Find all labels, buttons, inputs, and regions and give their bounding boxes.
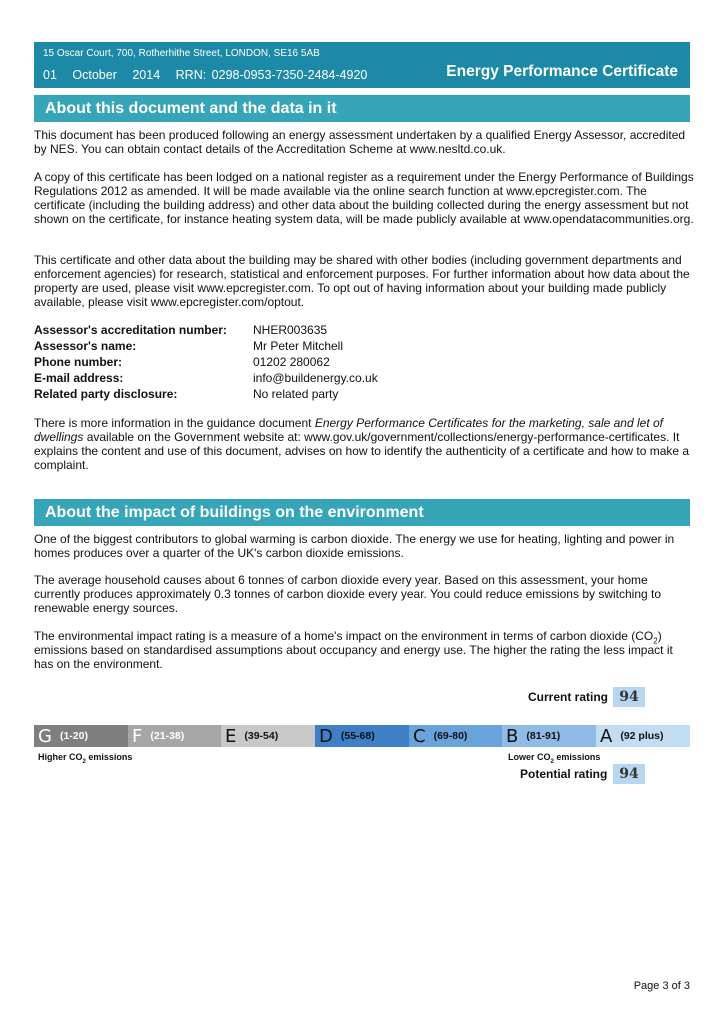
date-year: 2014 (132, 68, 161, 82)
paragraph-guidance (34, 416, 694, 472)
assessor-row (34, 386, 634, 402)
band-letter: A (600, 725, 613, 747)
band-letter: C (413, 725, 426, 747)
band-g (34, 725, 128, 747)
assessor-details (34, 322, 634, 402)
assessor-label: Phone number: (34, 355, 123, 369)
date-day: 01 (43, 68, 57, 82)
assessor-value: NHER003635 (253, 323, 328, 337)
band-range: (21-38) (150, 730, 185, 742)
impact-text-b: ) emissions based on standardised assumptions about occupancy and energy use. The higher the rating the less impact it has on the environment. (34, 629, 673, 671)
band-letter: G (38, 725, 52, 747)
higher-text: Higher CO (38, 752, 83, 762)
band-range: (92 plus) (620, 730, 664, 742)
paragraph-assessment: This document has been produced following an energy assessment undertaken by a qualified Energy Assessor, accredited by NES. You can obtain contact details of the Accreditation Scheme at www.nesltd.co.uk. (34, 128, 686, 156)
section-title-document: About this document and the data in it (34, 95, 690, 122)
band-a (596, 725, 690, 747)
higher-emissions-label (38, 752, 132, 765)
assessor-value: Mr Peter Mitchell (253, 339, 344, 353)
band-range: (69-80) (433, 730, 468, 742)
assessor-row (34, 370, 634, 386)
band-letter: D (319, 725, 333, 747)
guidance-text-b: available on the Government website at: www.gov.uk/government/collections/energy-performance-certificates. It explains the content and use of this document, advises on how to identify the authenticity of a certificate and how to make a complaint. (34, 430, 690, 472)
guidance-text-a: There is more information in the guidance document (34, 416, 315, 430)
paragraph-impact-rating (34, 629, 694, 671)
band-range: (1-20) (59, 730, 88, 742)
band-letter: B (506, 725, 519, 747)
band-letter: F (132, 725, 143, 747)
certificate-header (34, 42, 690, 88)
paragraph-register: A copy of this certificate has been lodged on a national register as a requirement under the Energy Performance of Buildings Regulations 2012 as amended. It will be made available via the online search function at www.epcregister.com. The certificate (including the building address) and other data about the building collected during the energy assessment but not shown on the certificate, for instance heating system data, will be made publicly available at www.opendatacommunities.org. (34, 170, 694, 226)
assessor-label: Assessor's accreditation number: (34, 323, 227, 337)
assessor-label: Related party disclosure: (34, 387, 178, 401)
band-letter: E (225, 725, 237, 747)
band-range: (81-91) (526, 730, 561, 742)
lower-text-b: emissions (553, 752, 601, 762)
guidance-document-title: Energy Performance Certificates for the marketing, sale and let of dwellings (34, 416, 663, 444)
assessor-value: No related party (253, 387, 339, 401)
paragraph-household-emissions: The average household causes about 6 tonnes of carbon dioxide every year. Based on this assessment, your home currently produces approximately 0.3 tonnes of carbon dioxide every year. You could reduce emissions by switching to renewable energy sources. (34, 573, 662, 615)
impact-text-a: The environmental impact rating is a measure of a home's impact on the environment in terms of carbon dioxide (CO (34, 629, 654, 643)
band-f (128, 725, 221, 747)
potential-rating-marker: 94 (613, 764, 645, 784)
section-title-environment: About the impact of buildings on the environment (34, 499, 690, 526)
assessor-label: Assessor's name: (34, 339, 137, 353)
band-range: (39-54) (244, 730, 279, 742)
assessor-label: E-mail address: (34, 371, 124, 385)
higher-text-b: emissions (85, 752, 133, 762)
band-b (502, 725, 596, 747)
paragraph-data-sharing: This certificate and other data about the building may be shared with other bodies (including government departments and enforcement agencies) for research, statistical and enforcement purposes. For further information about how data about the property are used, please visit www.epcregister.com. To opt out of having information about your building made publicly available, please visit www.epcregister.com/optout. (34, 253, 690, 309)
impact-sub: 2 (653, 636, 658, 646)
certificate-title: Energy Performance Certificate (446, 63, 678, 80)
paragraph-global-warming: One of the biggest contributors to global warming is carbon dioxide. The energy we use for heating, lighting and power in homes produces over a quarter of the UK's carbon dioxide emissions. (34, 532, 675, 560)
assessor-row (34, 354, 634, 370)
band-d (315, 725, 409, 747)
property-address: 15 Oscar Court, 700, Rotherhithe Street, LONDON, SE16 5AB (43, 48, 320, 59)
assessor-row (34, 338, 634, 354)
assessor-value: info@buildenergy.co.uk (253, 371, 378, 385)
date-month: October (72, 68, 117, 82)
band-range: (55-68) (340, 730, 375, 742)
lower-emissions-label (508, 752, 600, 765)
band-c (409, 725, 502, 747)
band-e (221, 725, 315, 747)
date-rrn-line (43, 68, 377, 82)
higher-sub: 2 (82, 758, 86, 765)
assessor-value: 01202 280062 (253, 355, 330, 369)
assessor-row (34, 322, 634, 338)
current-rating-label: Current rating (528, 690, 609, 704)
rating-scale (34, 725, 690, 747)
current-rating-marker: 94 (613, 687, 645, 707)
potential-rating-label: Potential rating (520, 767, 608, 781)
lower-sub: 2 (550, 758, 554, 765)
lower-text: Lower CO (508, 752, 551, 762)
rrn: RRN: 0298-0953-7350-2484-4920 (175, 68, 368, 82)
page-number: Page 3 of 3 (633, 980, 690, 992)
